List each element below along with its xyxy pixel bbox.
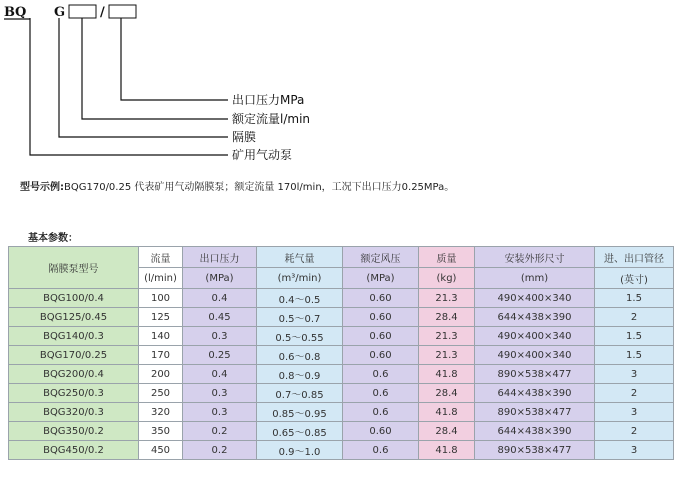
cell-pressure: 0.2 bbox=[183, 441, 257, 460]
spec-table bbox=[8, 246, 674, 460]
model-example bbox=[20, 178, 680, 193]
cell-pipe-size: 3 bbox=[595, 365, 674, 384]
unit-pressure: (MPa) bbox=[183, 268, 257, 289]
cell-pipe-size: 2 bbox=[595, 308, 674, 327]
cell-pipe-size: 3 bbox=[595, 441, 674, 460]
cell-pipe-size: 2 bbox=[595, 422, 674, 441]
cell-air-consumption: 0.65～0.85 bbox=[257, 422, 343, 441]
pump-leader-line bbox=[30, 18, 228, 155]
cell-air-pressure: 0.6 bbox=[343, 365, 419, 384]
cell-air-pressure: 0.60 bbox=[343, 346, 419, 365]
code-letter: G bbox=[54, 5, 66, 20]
cell-weight: 28.4 bbox=[419, 384, 475, 403]
cell-pressure: 0.2 bbox=[183, 422, 257, 441]
example-label: 型号示例: bbox=[20, 182, 64, 193]
cell-weight: 21.3 bbox=[419, 327, 475, 346]
cell-model: BQG450/0.2 bbox=[9, 441, 139, 460]
cell-pipe-size: 1.5 bbox=[595, 346, 674, 365]
table-row bbox=[9, 422, 674, 441]
table-row bbox=[9, 384, 674, 403]
cell-weight: 28.4 bbox=[419, 422, 475, 441]
table-row bbox=[9, 346, 674, 365]
cell-model: BQG350/0.2 bbox=[9, 422, 139, 441]
cell-air-consumption: 0.4～0.5 bbox=[257, 289, 343, 308]
cell-model: BQG170/0.25 bbox=[9, 346, 139, 365]
pressure-leader-line bbox=[121, 18, 228, 100]
flow-box bbox=[69, 5, 96, 18]
cell-air-consumption: 0.5～0.7 bbox=[257, 308, 343, 327]
cell-pressure: 0.3 bbox=[183, 403, 257, 422]
cell-air-pressure: 0.60 bbox=[343, 289, 419, 308]
cell-weight: 21.3 bbox=[419, 289, 475, 308]
cell-weight: 41.8 bbox=[419, 441, 475, 460]
cell-flow: 170 bbox=[139, 346, 183, 365]
diaphragm-label: 隔膜 bbox=[232, 130, 257, 144]
flow-leader-line bbox=[82, 18, 228, 119]
cell-air-pressure: 0.6 bbox=[343, 441, 419, 460]
cell-air-pressure: 0.60 bbox=[343, 422, 419, 441]
cell-weight: 41.8 bbox=[419, 403, 475, 422]
cell-pipe-size: 3 bbox=[595, 403, 674, 422]
cell-air-consumption: 0.8～0.9 bbox=[257, 365, 343, 384]
cell-pressure: 0.3 bbox=[183, 327, 257, 346]
col-header-air-consumption: 耗气量 bbox=[257, 247, 343, 268]
cell-air-pressure: 0.60 bbox=[343, 327, 419, 346]
cell-dimensions: 644×438×390 bbox=[475, 308, 595, 327]
cell-model: BQG100/0.4 bbox=[9, 289, 139, 308]
cell-dimensions: 490×400×340 bbox=[475, 327, 595, 346]
col-header-model: 隔膜泵型号 bbox=[9, 247, 139, 289]
unit-dimensions: (mm) bbox=[475, 268, 595, 289]
unit-air-consumption: (m³/min) bbox=[257, 268, 343, 289]
cell-pressure: 0.4 bbox=[183, 289, 257, 308]
cell-flow: 250 bbox=[139, 384, 183, 403]
cell-flow: 140 bbox=[139, 327, 183, 346]
col-header-flow: 流量 bbox=[139, 247, 183, 268]
pressure-box bbox=[109, 5, 136, 18]
cell-weight: 28.4 bbox=[419, 308, 475, 327]
col-header-air-pressure: 额定风压 bbox=[343, 247, 419, 268]
cell-flow: 125 bbox=[139, 308, 183, 327]
cell-air-pressure: 0.6 bbox=[343, 384, 419, 403]
rated-flow-label: 额定流量l/min bbox=[232, 112, 311, 126]
cell-flow: 320 bbox=[139, 403, 183, 422]
cell-air-consumption: 0.6～0.8 bbox=[257, 346, 343, 365]
cell-flow: 450 bbox=[139, 441, 183, 460]
cell-model: BQG140/0.3 bbox=[9, 327, 139, 346]
table-row bbox=[9, 365, 674, 384]
table-row bbox=[9, 403, 674, 422]
table-row bbox=[9, 289, 674, 308]
cell-flow: 200 bbox=[139, 365, 183, 384]
pump-label: 矿用气动泵 bbox=[232, 148, 293, 162]
cell-dimensions: 490×400×340 bbox=[475, 289, 595, 308]
cell-dimensions: 890×538×477 bbox=[475, 403, 595, 422]
cell-pressure: 0.4 bbox=[183, 365, 257, 384]
cell-model: BQG250/0.3 bbox=[9, 384, 139, 403]
cell-air-pressure: 0.60 bbox=[343, 308, 419, 327]
table-row bbox=[9, 327, 674, 346]
cell-flow: 350 bbox=[139, 422, 183, 441]
cell-dimensions: 490×400×340 bbox=[475, 346, 595, 365]
example-text: BQG170/0.25 代表矿用气动隔膜泵；额定流量 170l/min，工况下出口压力0.25MPa。 bbox=[64, 182, 455, 193]
table-header-row bbox=[9, 247, 674, 268]
cell-pipe-size: 1.5 bbox=[595, 289, 674, 308]
cell-air-pressure: 0.6 bbox=[343, 403, 419, 422]
cell-pressure: 0.3 bbox=[183, 384, 257, 403]
unit-pipe-size: (英寸) bbox=[595, 268, 674, 289]
unit-air-pressure: (MPa) bbox=[343, 268, 419, 289]
code-separator: / bbox=[100, 5, 105, 20]
cell-dimensions: 890×538×477 bbox=[475, 441, 595, 460]
unit-weight: (kg) bbox=[419, 268, 475, 289]
col-header-weight: 质量 bbox=[419, 247, 475, 268]
cell-air-consumption: 0.5～0.55 bbox=[257, 327, 343, 346]
cell-air-consumption: 0.9～1.0 bbox=[257, 441, 343, 460]
cell-dimensions: 644×438×390 bbox=[475, 384, 595, 403]
cell-dimensions: 890×538×477 bbox=[475, 365, 595, 384]
col-header-dimensions: 安装外形尺寸 bbox=[475, 247, 595, 268]
col-header-pressure: 出口压力 bbox=[183, 247, 257, 268]
cell-air-consumption: 0.7～0.85 bbox=[257, 384, 343, 403]
col-header-pipe-size: 进、出口管径 bbox=[595, 247, 674, 268]
cell-dimensions: 644×438×390 bbox=[475, 422, 595, 441]
cell-model: BQG200/0.4 bbox=[9, 365, 139, 384]
section-title: 基本参数： bbox=[28, 233, 78, 244]
cell-pipe-size: 1.5 bbox=[595, 327, 674, 346]
cell-pipe-size: 2 bbox=[595, 384, 674, 403]
cell-weight: 21.3 bbox=[419, 346, 475, 365]
cell-model: BQG320/0.3 bbox=[9, 403, 139, 422]
table-row bbox=[9, 441, 674, 460]
cell-weight: 41.8 bbox=[419, 365, 475, 384]
cell-pressure: 0.25 bbox=[183, 346, 257, 365]
unit-flow: (l/min) bbox=[139, 268, 183, 289]
table-row bbox=[9, 308, 674, 327]
model-code-diagram bbox=[0, 0, 683, 175]
cell-pressure: 0.45 bbox=[183, 308, 257, 327]
cell-air-consumption: 0.85～0.95 bbox=[257, 403, 343, 422]
code-prefix: BQ bbox=[4, 5, 27, 20]
cell-model: BQG125/0.45 bbox=[9, 308, 139, 327]
cell-flow: 100 bbox=[139, 289, 183, 308]
outlet-pressure-label: 出口压力MPa bbox=[232, 93, 305, 107]
